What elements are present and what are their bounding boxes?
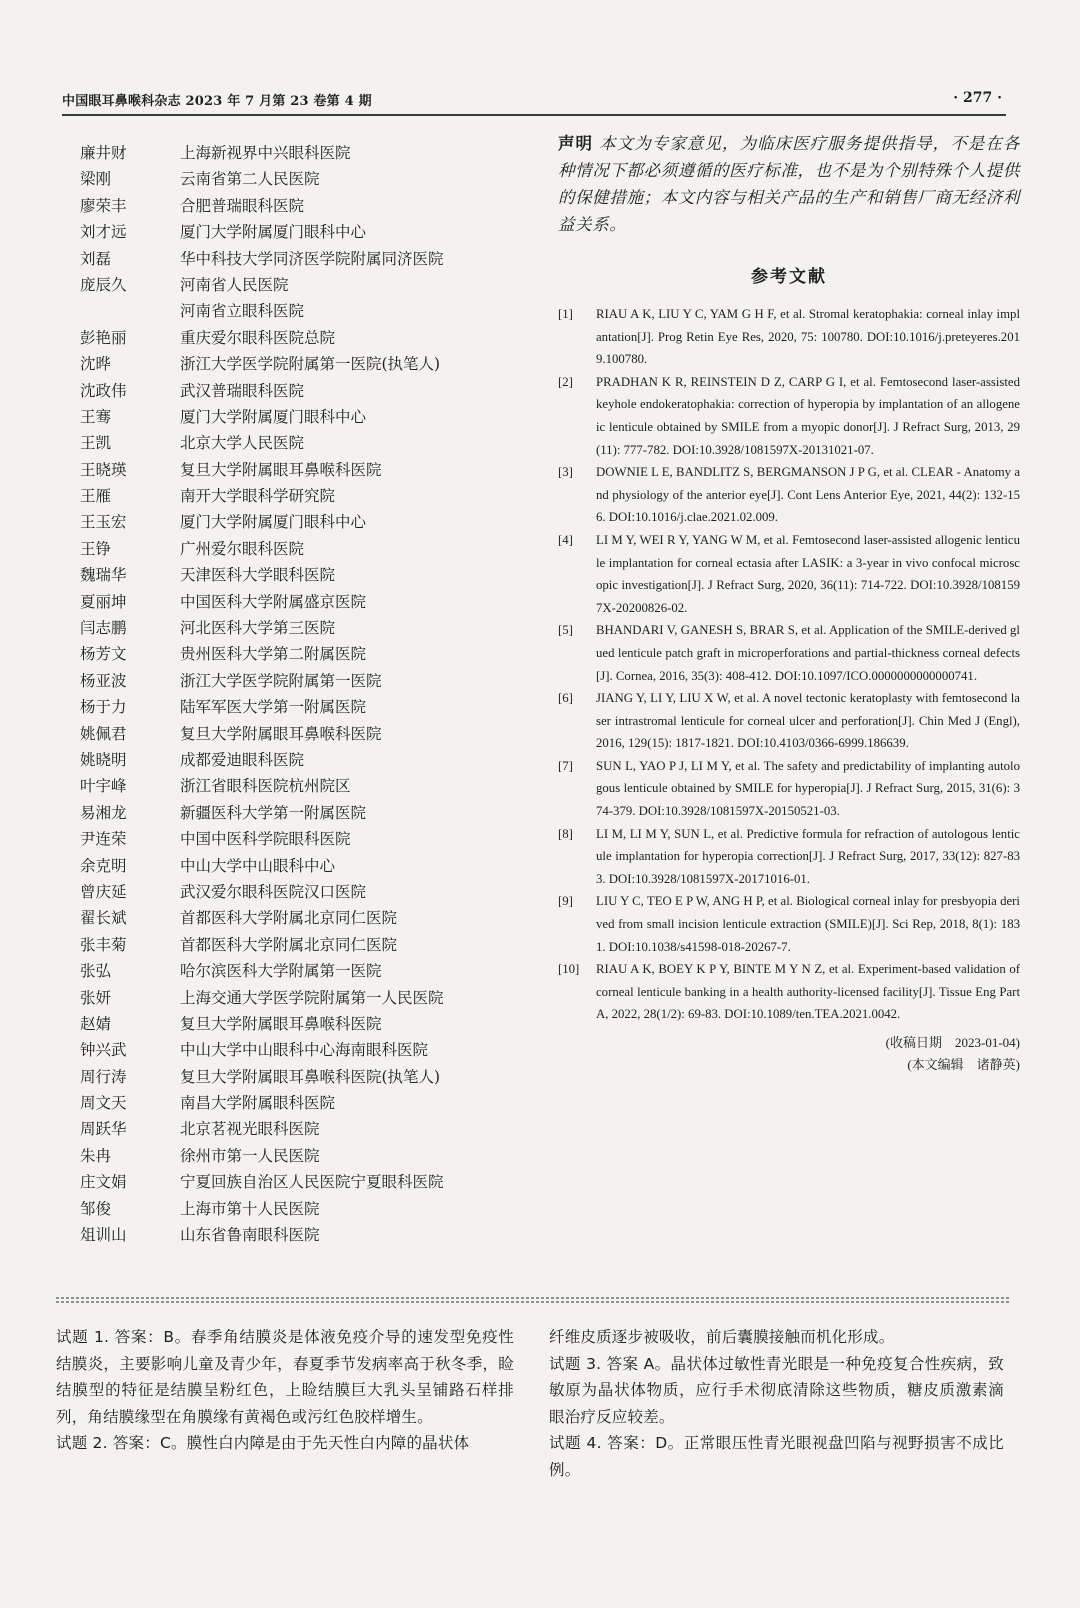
editor-credit: (本文编辑 诸静英) <box>907 1057 1020 1072</box>
reference-number: [2] <box>558 374 573 389</box>
expert-name: 王骞 <box>80 407 112 426</box>
expert-row <box>80 351 550 377</box>
expert-hospital: 中山大学中山眼科中心 <box>180 856 336 875</box>
expert-hospital: 首都医科大学附属北京同仁医院 <box>180 935 398 954</box>
expert-name: 廉井财 <box>80 144 127 162</box>
expert-row <box>80 853 550 879</box>
reference-item <box>558 371 1020 461</box>
reference-number: [3] <box>558 465 573 480</box>
expert-row <box>80 536 550 562</box>
expert-name: 赵婧 <box>80 1014 112 1033</box>
expert-hospital: 首都医科大学附属北京同仁医院 <box>180 909 398 928</box>
expert-row <box>80 826 550 852</box>
expert-hospital: 中山大学中山眼科中心海南眼科医院 <box>180 1041 429 1060</box>
statement-text: 本文为专家意见，为临床医疗服务提供指导，不是在各种情况下都必须遵循的医疗标准，也不是为个别特殊个人提供的保健措施；本文内容与相关产品的生产和销售厂商无经济利益关系。 <box>558 134 1021 234</box>
reference-text: DOWNIE L E, BANDLITZ S, BERGMANSON J P G, et al. CLEAR - Anatomy and physiology of the anterior eye[J]. Cont Lens Anterior Eye, 2021, 44(2): 132-156. DOI:10.1016/j.clae.2021.02.009. <box>596 465 1020 525</box>
expert-name: 廖荣丰 <box>80 196 127 215</box>
expert-row <box>80 641 550 667</box>
expert-name: 钟兴武 <box>80 1041 127 1060</box>
expert-list <box>80 140 550 1248</box>
expert-hospital: 新疆医科大学第一附属医院 <box>180 803 367 822</box>
reference-number: [1] <box>558 307 573 321</box>
reference-number: [8] <box>558 826 573 841</box>
expert-hospital: 哈尔滨医科大学附属第一医院 <box>180 962 382 981</box>
expert-row <box>80 1222 550 1248</box>
expert-name: 曾庆延 <box>80 882 127 901</box>
expert-hospital: 武汉普瑞眼科医院 <box>180 381 305 400</box>
expert-name: 王玉宏 <box>80 513 127 532</box>
reference-item <box>558 687 1020 755</box>
expert-row <box>80 404 550 430</box>
expert-name: 朱冉 <box>80 1146 112 1165</box>
expert-row <box>80 1090 550 1116</box>
reference-item <box>558 529 1020 619</box>
expert-hospital: 华中科技大学同济医学院附属同济医院 <box>180 249 444 268</box>
expert-hospital: 浙江省眼科医院杭州院区 <box>180 777 351 796</box>
section-divider <box>56 1296 1010 1304</box>
reference-text: SUN L, YAO P J, LI M Y, et al. The safety and predictability of implanting autologous lenticule obtained by SMILE for hyperopia[J]. J Refract Surg, 2015, 31(6): 374-379. DOI:10.3928/1081597X-20150521-03. <box>596 758 1020 819</box>
expert-name: 尹连荣 <box>80 830 127 849</box>
expert-name: 叶宇峰 <box>80 777 127 796</box>
expert-hospital: 复旦大学附属眼耳鼻喉科医院 <box>180 460 382 479</box>
expert-row <box>80 1011 550 1037</box>
expert-name: 沈政伟 <box>80 381 127 400</box>
expert-row <box>80 721 550 747</box>
expert-row <box>80 958 550 984</box>
expert-name: 余克明 <box>80 856 127 875</box>
expert-row <box>80 166 550 192</box>
page-header <box>62 88 1002 114</box>
reference-item <box>558 958 1020 1026</box>
answer-2: 试题 2. 答案：C。膜性白内障是由于先天性白内障的晶状体 <box>56 1434 470 1452</box>
answer-1: 试题 1. 答案：B。春季角结膜炎是体液免疫介导的速发型免疫性结膜炎，主要影响儿童及青少年，春夏季节发病率高于秋冬季，睑结膜型的特征是结膜呈粉红色，上睑结膜巨大乳头呈铺路石样排列，角结膜缘型在角膜缘有黄褐色或污红色胶样增生。 <box>56 1328 514 1426</box>
reference-number: [6] <box>558 691 573 706</box>
expert-hospital: 贵州医科大学第二附属医院 <box>180 645 367 664</box>
reference-text: RIAU A K, BOEY K P Y, BINTE M Y N Z, et al. Experiment-based validation of corneal lenticule banking in a health authority-licensed facility[J]. Tissue Eng Part A, 2022, 28(1/2): 69-83. DOI:10.1089/ten.TEA.2021.0042. <box>596 962 1020 1022</box>
header-rule <box>62 114 1006 116</box>
expert-row <box>80 747 550 773</box>
expert-name: 周跃华 <box>80 1120 127 1139</box>
expert-row <box>80 1169 550 1195</box>
expert-hospital: 上海新视界中兴眼科医院 <box>180 144 351 162</box>
reference-number: [9] <box>558 894 573 909</box>
expert-hospital: 南开大学眼科学研究院 <box>180 487 336 506</box>
expert-hospital: 广州爱尔眼科医院 <box>180 539 305 558</box>
expert-row <box>80 246 550 272</box>
expert-name: 刘磊 <box>80 249 112 268</box>
answer-3: 试题 3. 答案 A。晶状体过敏性青光眼是一种免疫复合性疾病，致敏原为晶状体物质，应行手术彻底清除这些物质，糖皮质激素滴眼治疗反应较差。 <box>549 1354 1004 1426</box>
expert-row <box>80 457 550 483</box>
expert-name: 张妍 <box>80 988 112 1007</box>
expert-name: 杨亚波 <box>80 671 127 690</box>
expert-hospital: 河南省立眼科医院 <box>180 302 305 321</box>
references-title: 参考文献 <box>751 267 827 287</box>
expert-row <box>80 932 550 958</box>
reference-number: [7] <box>558 758 573 773</box>
expert-row <box>80 272 550 298</box>
reference-text: LIU Y C, TEO E P W, ANG H P, et al. Biological corneal inlay for presbyopia derived from small incision lenticule extraction (SMILE)[J]. Sci Rep, 2018, 8(1): 1831. DOI:10.1038/s41598-018-20267-7. <box>596 894 1020 954</box>
expert-name: 王雁 <box>80 487 112 506</box>
expert-hospital: 陆军军医大学第一附属医院 <box>180 698 367 717</box>
expert-name: 夏丽坤 <box>80 592 127 611</box>
answers-right <box>549 1324 1004 1483</box>
expert-hospital: 北京大学人民医院 <box>180 434 305 453</box>
expert-hospital: 南昌大学附属眼科医院 <box>180 1094 336 1113</box>
expert-name: 姚晓明 <box>80 750 127 769</box>
reference-item <box>558 890 1020 958</box>
expert-name: 姚佩君 <box>80 724 127 743</box>
expert-name: 沈晔 <box>80 355 112 374</box>
expert-hospital: 浙江大学医学院附属第一医院(执笔人) <box>180 355 441 374</box>
statement <box>558 130 1020 238</box>
expert-row <box>80 1116 550 1142</box>
expert-name: 俎训山 <box>80 1226 127 1245</box>
statement-label: 声明 <box>558 134 594 153</box>
expert-hospital: 上海市第十人民医院 <box>180 1199 320 1218</box>
expert-row <box>80 694 550 720</box>
reference-item <box>558 619 1020 687</box>
expert-row <box>80 483 550 509</box>
expert-hospital: 北京茗视光眼科医院 <box>180 1120 320 1139</box>
expert-row <box>80 378 550 404</box>
expert-name: 翟长斌 <box>80 909 127 928</box>
reference-number: [10] <box>558 962 580 977</box>
expert-row <box>80 1143 550 1169</box>
reference-text: RIAU A K, LIU Y C, YAM G H F, et al. Stromal keratophakia: corneal inlay implantation[J]. Prog Retin Eye Res, 2020, 75: 100780. DOI:10.1016/j.preteyeres.2019.100780. <box>596 307 1020 367</box>
expert-row <box>80 985 550 1011</box>
expert-name: 闫志鹏 <box>80 619 127 638</box>
expert-hospital: 重庆爱尔眼科医院总院 <box>180 328 336 347</box>
received-date: (收稿日期 2023-01-04) <box>885 1035 1020 1050</box>
reference-text: JIANG Y, LI Y, LIU X W, et al. A novel tectonic keratoplasty with femtosecond laser intrastromal lenticule for corneal ulcer and perforation[J]. Chin Med J (Engl), 2016, 129(15): 1817-1821. DOI:10.4103/0366-6999.186639. <box>596 691 1020 751</box>
expert-name: 庄文娟 <box>80 1173 127 1192</box>
expert-hospital: 上海交通大学医学院附属第一人民医院 <box>180 988 444 1007</box>
expert-row <box>80 1037 550 1063</box>
expert-row <box>80 193 550 219</box>
expert-hospital: 复旦大学附属眼耳鼻喉科医院 <box>180 1014 382 1033</box>
expert-name: 周行涛 <box>80 1067 127 1086</box>
expert-name: 邹俊 <box>80 1199 112 1218</box>
expert-hospital: 中国中医科学院眼科医院 <box>180 830 351 849</box>
answer-2-continued: 纤维皮质逐步被吸收，前后囊膜接触而机化形成。 <box>549 1328 895 1346</box>
expert-row <box>80 325 550 351</box>
reference-item <box>558 461 1020 529</box>
expert-name: 张弘 <box>80 962 112 981</box>
journal-info: 中国眼耳鼻喉科杂志 2023 年 7 月第 23 卷第 4 期 <box>62 94 372 109</box>
expert-hospital: 复旦大学附属眼耳鼻喉科医院(执笔人) <box>180 1067 441 1086</box>
reference-item <box>558 755 1020 823</box>
expert-hospital: 河南省人民医院 <box>180 275 289 294</box>
expert-row <box>80 589 550 615</box>
expert-hospital: 徐州市第一人民医院 <box>180 1146 320 1165</box>
expert-hospital: 武汉爱尔眼科医院汉口医院 <box>180 882 367 901</box>
expert-name: 王铮 <box>80 539 112 558</box>
reference-number: [4] <box>558 532 573 547</box>
expert-name: 杨芳文 <box>80 645 127 664</box>
expert-hospital: 成都爱迪眼科医院 <box>180 750 305 769</box>
expert-name: 庞辰久 <box>80 275 127 294</box>
expert-row <box>80 140 550 166</box>
expert-hospital: 天津医科大学眼科医院 <box>180 566 336 585</box>
expert-hospital: 河北医科大学第三医院 <box>180 619 336 638</box>
reference-number: [5] <box>558 623 573 638</box>
expert-name: 周文天 <box>80 1094 127 1113</box>
reference-text: LI M Y, WEI R Y, YANG W M, et al. Femtosecond laser-assisted allogenic lenticule implantation for corneal ectasia after LASIK: a 3-year in vivo confocal microscopic investigation[J]. J Refract Surg, 2020, 36(11): 714-722. DOI:10.3928/1081597X-20200826-02. <box>596 532 1020 615</box>
expert-row <box>80 905 550 931</box>
expert-name: 张丰菊 <box>80 935 127 954</box>
expert-row <box>80 562 550 588</box>
expert-name: 王晓瑛 <box>80 460 127 479</box>
expert-hospital: 宁夏回族自治区人民医院宁夏眼科医院 <box>180 1173 444 1192</box>
expert-name: 刘才远 <box>80 223 127 242</box>
reference-item <box>558 823 1020 891</box>
expert-name: 王凯 <box>80 434 112 453</box>
reference-list <box>558 303 1020 1026</box>
expert-name: 彭艳丽 <box>80 328 127 347</box>
expert-hospital: 厦门大学附属厦门眼科中心 <box>180 407 367 426</box>
expert-row <box>80 430 550 456</box>
expert-name: 梁刚 <box>80 170 112 189</box>
reference-item <box>558 303 1020 371</box>
expert-row <box>80 615 550 641</box>
expert-row <box>80 800 550 826</box>
expert-hospital: 云南省第二人民医院 <box>180 170 320 189</box>
expert-hospital: 中国医科大学附属盛京医院 <box>180 592 367 611</box>
expert-hospital: 合肥普瑞眼科医院 <box>180 196 305 215</box>
expert-row <box>80 668 550 694</box>
expert-hospital: 浙江大学医学院附属第一医院 <box>180 671 382 690</box>
expert-row <box>80 219 550 245</box>
answers-left <box>56 1324 514 1457</box>
expert-name: 易湘龙 <box>80 803 127 822</box>
expert-row <box>80 298 550 324</box>
expert-name: 杨于力 <box>80 698 127 717</box>
expert-row <box>80 1064 550 1090</box>
reference-text: PRADHAN K R, REINSTEIN D Z, CARP G I, et al. Femtosecond laser-assisted keyhole endokeratophakia: correction of hyperopia by implantation of an allogeneic lenticule obtained by SMILE from a myopic donor[J]. J Refract Surg, 2013, 29(11): 777-782. DOI:10.3928/1081597X-20131021-07. <box>596 374 1020 457</box>
expert-row <box>80 1196 550 1222</box>
expert-hospital: 山东省鲁南眼科医院 <box>180 1226 320 1245</box>
reference-text: BHANDARI V, GANESH S, BRAR S, et al. Application of the SMILE-derived glued lenticule patch graft in microperforations and partial-thickness corneal defects[J]. Cornea, 2016, 35(3): 408-412. DOI:10.1097/ICO.0000000000000741. <box>596 623 1020 683</box>
answer-4: 试题 4. 答案：D。正常眼压性青光眼视盘凹陷与视野损害不成比例。 <box>549 1434 1004 1479</box>
expert-hospital: 厦门大学附属厦门眼科中心 <box>180 223 367 242</box>
reference-text: LI M, LI M Y, SUN L, et al. Predictive formula for refraction of autologous lenticule implantation for hyperopia correction[J]. J Refract Surg, 2017, 33(12): 827-833. DOI:10.3928/1081597X-20171016-01. <box>596 826 1020 886</box>
expert-name: 魏瑞华 <box>80 566 127 585</box>
expert-row <box>80 773 550 799</box>
expert-row <box>80 509 550 535</box>
expert-row <box>80 879 550 905</box>
page-number: · 277 · <box>953 90 1002 106</box>
expert-hospital: 厦门大学附属厦门眼科中心 <box>180 513 367 532</box>
expert-hospital: 复旦大学附属眼耳鼻喉科医院 <box>180 724 382 743</box>
right-column <box>558 130 1020 1076</box>
